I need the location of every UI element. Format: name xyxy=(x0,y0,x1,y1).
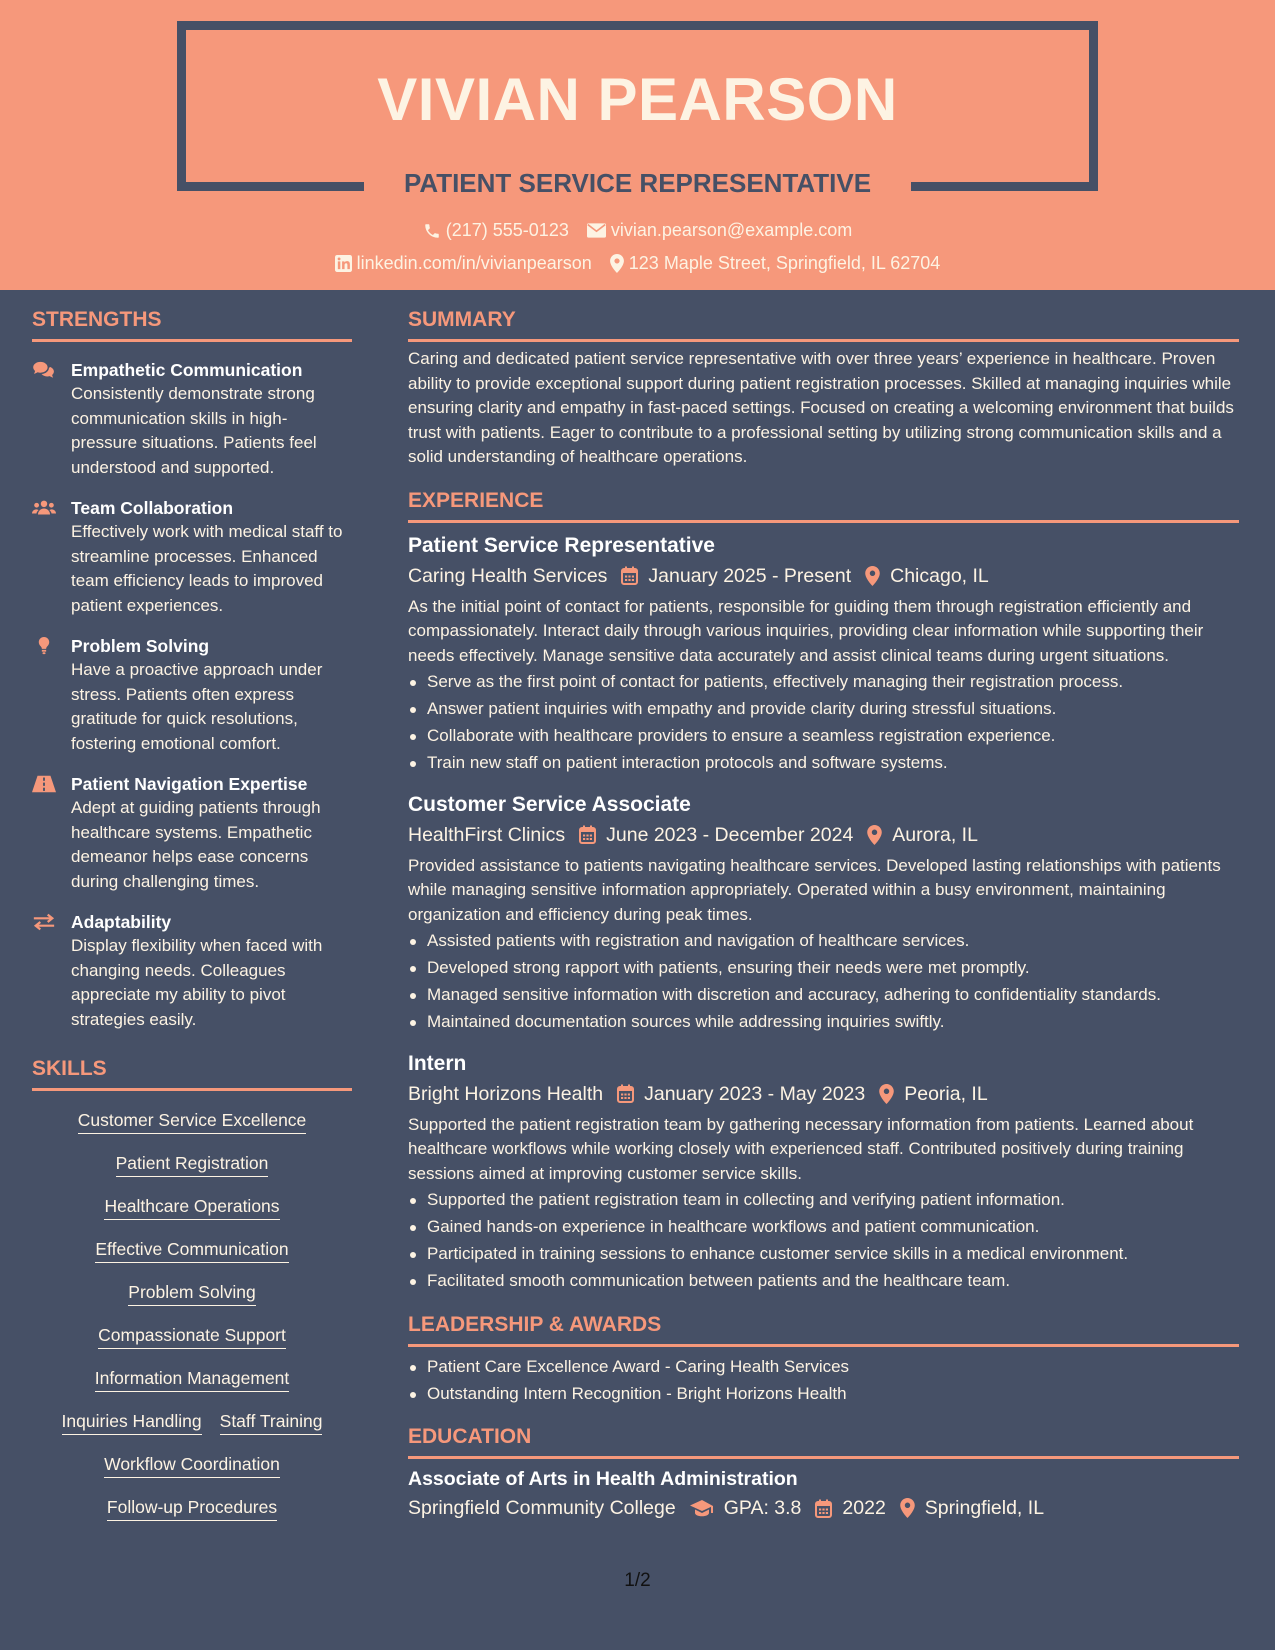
education-gpa: GPA: 3.8 xyxy=(723,1497,802,1519)
map-marker-icon xyxy=(900,1498,915,1518)
exchange-icon xyxy=(32,913,56,931)
skills-section xyxy=(32,1054,352,1521)
education-school: Springfield Community College xyxy=(408,1497,676,1519)
strength-description: Display flexibility when faced with changing needs. Colleagues appreciate my ability to pivot strategies easily. xyxy=(71,936,323,1029)
strength-title: Empathetic Communication xyxy=(71,360,303,380)
users-icon xyxy=(32,499,56,517)
strength-title: Patient Navigation Expertise xyxy=(71,774,308,794)
contact-row-secondary xyxy=(0,253,1275,274)
bullet-item: Serve as the first point of contact for patients, effectively managing their registration process. xyxy=(408,670,1239,695)
phone-icon xyxy=(423,222,441,240)
calendar-icon xyxy=(621,566,638,585)
map-marker-icon xyxy=(867,825,882,845)
experience-entry xyxy=(408,1049,1239,1294)
linkedin-text: linkedin.com/in/vivianpearson xyxy=(356,253,592,273)
education-location: Springfield, IL xyxy=(924,1497,1045,1519)
map-marker-icon xyxy=(879,1084,894,1104)
job-meta xyxy=(408,561,1239,591)
calendar-icon xyxy=(815,1499,832,1518)
job-description: Provided assistance to patients navigating healthcare services. Developed lasting relationships with patients while managing sensitive information appropriately. Operated within a busy environment, maintaining organization and efficiency during peak times. xyxy=(408,855,1221,924)
job-location: Aurora, IL xyxy=(892,823,978,846)
skills-list xyxy=(32,1108,352,1521)
candidate-title: PATIENT SERVICE REPRESENTATIVE xyxy=(403,168,872,198)
strength-title: Adaptability xyxy=(71,912,172,932)
strength-item xyxy=(32,634,352,756)
bullet-item: Managed sensitive information with discretion and accuracy, adhering to confidentiality standards. xyxy=(408,983,1239,1008)
bullet-item: Gained hands-on experience in healthcare workflows and patient communication. xyxy=(408,1215,1239,1240)
bullet-item: Answer patient inquiries with empathy and provide clarity during stressful situations. xyxy=(408,697,1239,722)
experience-heading: EXPERIENCE xyxy=(408,486,1239,523)
education-year: 2022 xyxy=(842,1497,886,1519)
contact-row-primary xyxy=(0,220,1275,241)
strength-description: Effectively work with medical staff to streamline processes. Enhanced team efficiency leads to improved patient experiences. xyxy=(71,522,343,615)
job-description: As the initial point of contact for patients, responsible for guiding them through registration efficiently and compassionately. Interact daily through various inquiries, providing clear information while supporting their needs effectively. Manage sensitive data accurately and assist clinical teams during urgent situations. xyxy=(408,596,1204,665)
education-meta xyxy=(408,1493,1239,1523)
email-text: vivian.pearson@example.com xyxy=(610,220,853,240)
strength-item xyxy=(32,358,352,480)
skill-tag: Inquiries Handling xyxy=(62,1409,202,1435)
left-column xyxy=(32,305,352,1521)
map-marker-icon xyxy=(610,254,624,273)
experience-entry xyxy=(408,531,1239,776)
contact-linkedin[interactable] xyxy=(335,253,592,274)
job-role: Customer Service Associate xyxy=(408,792,691,816)
contact-phone[interactable] xyxy=(423,220,569,241)
strength-description: Adept at guiding patients through healthcare systems. Empathetic demeanor helps ease concerns during challenging times. xyxy=(71,798,321,891)
summary-heading: SUMMARY xyxy=(408,305,1239,342)
education-degree: Associate of Arts in Health Administration xyxy=(408,1468,798,1490)
skill-tag: Effective Communication xyxy=(95,1237,288,1263)
strength-title: Problem Solving xyxy=(71,636,210,656)
candidate-name: VIVIAN PEARSON xyxy=(377,66,898,133)
skill-tag: Follow-up Procedures xyxy=(107,1495,277,1521)
bullet-item: Facilitated smooth communication between patients and the healthcare team. xyxy=(408,1269,1239,1294)
skill-tag: Healthcare Operations xyxy=(104,1194,279,1220)
job-bullets xyxy=(408,670,1239,776)
bullet-item: Maintained documentation sources while addressing inquiries swiftly. xyxy=(408,1010,1239,1035)
bullet-item: Collaborate with healthcare providers to ensure a seamless registration experience. xyxy=(408,724,1239,749)
skill-tag: Patient Registration xyxy=(116,1151,269,1177)
job-role: Intern xyxy=(408,1051,467,1075)
job-dates: January 2023 - May 2023 xyxy=(644,1082,866,1105)
lightbulb-icon xyxy=(32,637,56,655)
skill-tag: Staff Training xyxy=(220,1409,323,1435)
bullet-item: Participated in training sessions to enhance customer service skills in a medical environment. xyxy=(408,1242,1239,1267)
linkedin-icon xyxy=(335,255,352,272)
summary-text: Caring and dedicated patient service representative with over three years’ experience in healthcare. Proven ability to provide exceptional support during patient registration processes. Skilled at managing inquiries while ensuring clarity and empathy in fast-paced settings. Focused on creating a welcoming environment that builds trust with patients. Eager to contribute to a professional setting by utilizing strong communication skills and a solid understanding of healthcare operations. xyxy=(408,349,1234,466)
skills-heading: SKILLS xyxy=(32,1054,352,1091)
strength-description: Have a proactive approach under stress. Patients often express gratitude for quick resolutions, fostering emotional comfort. xyxy=(71,660,323,753)
award-item: Patient Care Excellence Award - Caring Health Services xyxy=(408,1355,1239,1380)
bullet-item: Assisted patients with registration and navigation of healthcare services. xyxy=(408,929,1239,954)
skill-tag: Customer Service Excellence xyxy=(78,1108,307,1134)
education-heading: EDUCATION xyxy=(408,1422,1239,1459)
envelope-icon xyxy=(587,223,606,238)
skill-tag: Compassionate Support xyxy=(98,1323,286,1349)
strength-item xyxy=(32,496,352,618)
right-column xyxy=(408,305,1239,1523)
strength-description: Consistently demonstrate strong communication skills in high-pressure situations. Patients feel understood and supported. xyxy=(71,384,317,477)
skill-tag: Problem Solving xyxy=(128,1280,255,1306)
calendar-icon xyxy=(579,825,596,844)
awards-heading: LEADERSHIP & AWARDS xyxy=(408,1310,1239,1347)
education-section xyxy=(408,1422,1239,1523)
strengths-list xyxy=(32,358,352,1032)
contact-email[interactable] xyxy=(587,220,852,241)
map-marker-icon xyxy=(865,566,880,586)
job-location: Chicago, IL xyxy=(890,564,989,587)
job-dates: June 2023 - December 2024 xyxy=(606,823,854,846)
strength-title: Team Collaboration xyxy=(71,498,234,518)
page-number: 1/2 xyxy=(624,1570,651,1591)
strengths-heading: STRENGTHS xyxy=(32,305,352,342)
job-meta xyxy=(408,820,1239,850)
graduation-cap-icon xyxy=(690,1499,714,1517)
skill-tag: Information Management xyxy=(95,1366,290,1392)
comments-icon xyxy=(32,361,56,379)
bullet-item: Train new staff on patient interaction protocols and software systems. xyxy=(408,751,1239,776)
job-bullets xyxy=(408,929,1239,1035)
job-location: Peoria, IL xyxy=(904,1082,988,1105)
phone-text: (217) 555-0123 xyxy=(445,220,569,240)
contact-address xyxy=(610,253,941,274)
job-company: Bright Horizons Health xyxy=(408,1082,604,1105)
calendar-icon xyxy=(617,1084,634,1103)
job-company: Caring Health Services xyxy=(408,564,608,587)
award-item: Outstanding Intern Recognition - Bright Horizons Health xyxy=(408,1382,1239,1407)
road-icon xyxy=(32,775,56,793)
strength-item xyxy=(32,772,352,894)
bullet-item: Developed strong rapport with patients, ensuring their needs were met promptly. xyxy=(408,956,1239,981)
experience-section xyxy=(408,486,1239,1294)
job-dates: January 2025 - Present xyxy=(648,564,852,587)
resume-header xyxy=(0,0,1275,290)
job-meta xyxy=(408,1079,1239,1109)
address-text: 123 Maple Street, Springfield, IL 62704 xyxy=(628,253,941,273)
job-bullets xyxy=(408,1188,1239,1294)
job-company: HealthFirst Clinics xyxy=(408,823,566,846)
bullet-item: Supported the patient registration team in collecting and verifying patient information. xyxy=(408,1188,1239,1213)
awards-list xyxy=(408,1355,1239,1407)
job-role: Patient Service Representative xyxy=(408,533,715,557)
strength-item xyxy=(32,910,352,1032)
experience-entry xyxy=(408,790,1239,1035)
skill-tag: Workflow Coordination xyxy=(104,1452,280,1478)
job-description: Supported the patient registration team by gathering necessary information from patients. Learned about healthcare workflows while working closely with experienced staff. Contributed positively during training sessions aimed at improving customer service skills. xyxy=(408,1114,1194,1183)
awards-section xyxy=(408,1310,1239,1407)
